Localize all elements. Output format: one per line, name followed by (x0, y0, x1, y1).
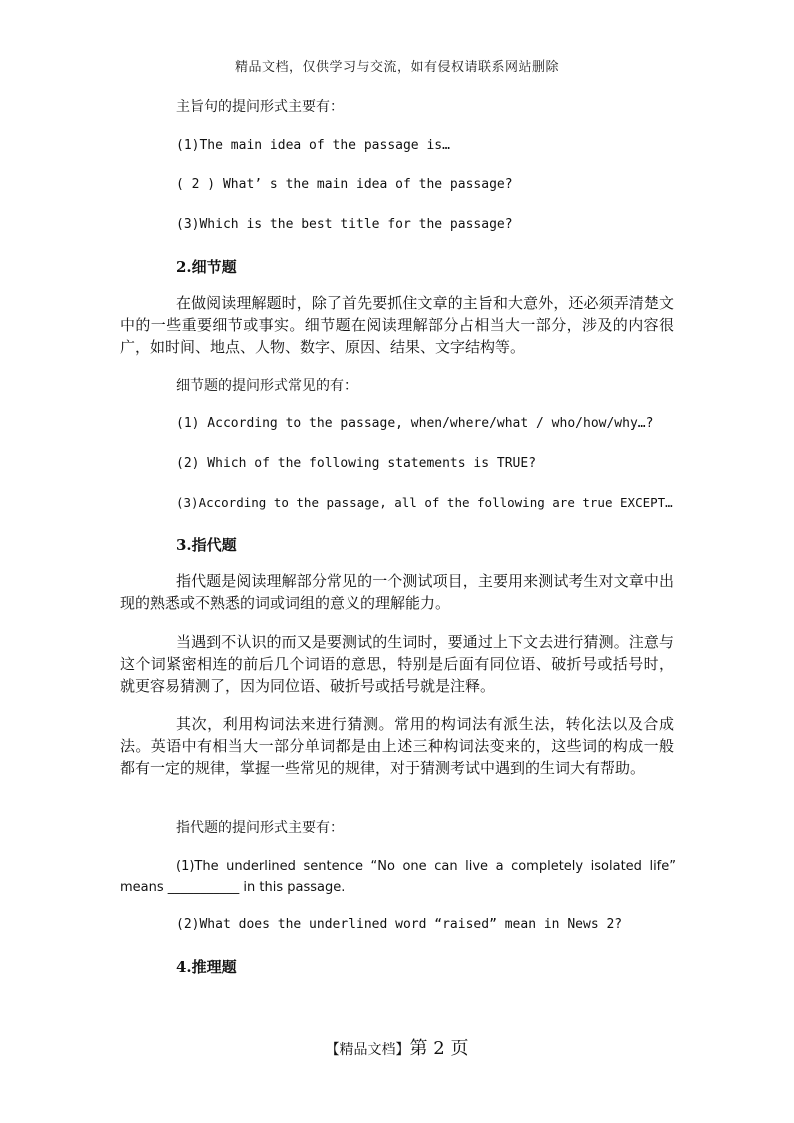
page-header: 精品文档，仅供学习与交流，如有侵权请联系网站删除 (234, 60, 559, 75)
reference-question-2: (2)What does the underlined word “raised” mean in News 2? (176, 917, 623, 932)
page-footer (0, 1034, 794, 1060)
detail-paragraph: 在做阅读理解题时，除了首先要抓住文章的主旨和大意外，还必须弄清楚文中的一些重要细节或事实。细节题在阅读理解部分占相当大一部分，涉及的内容很广，如时间、地点、人物、数字、原因、结果、文字结构等。 (120, 294, 674, 356)
main-idea-question-1: (1)The main idea of the passage is… (176, 138, 450, 153)
main-idea-intro: 主旨句的提问形式主要有： (176, 99, 344, 115)
page-number: 第 2 页 (409, 1038, 469, 1059)
reference-paragraph-1: 指代题是阅读理解部分常见的一个测试项目，主要用来测试考生对文章中出现的熟悉或不熟悉的词或词组的意义的理解能力。 (120, 572, 674, 612)
section-heading-reference: 3.指代题 (176, 536, 237, 554)
reference-paragraph-2: 当遇到不认识的而又是要测试的生词时，要通过上下文去进行猜测。注意与这个词紧密相连的前后几个词语的意思，特别是后面有同位语、破折号或括号时，就更容易猜测了，因为同位语、破折号或括号就是注释。 (120, 633, 674, 695)
detail-question-3: (3)According to the passage, all of the following are true EXCEPT… (176, 495, 673, 510)
section-heading-detail: 2.细节题 (176, 258, 237, 276)
detail-question-2: (2) Which of the following statements is TRUE? (176, 456, 537, 471)
section-heading-inference: 4.推理题 (176, 958, 237, 976)
main-idea-question-3: (3)Which is the best title for the passage? (176, 217, 513, 232)
main-idea-question-2: ( 2 ) What’ s the main idea of the passage? (176, 177, 513, 192)
detail-intro: 细节题的提问形式常见的有： (176, 378, 358, 394)
detail-question-1: (1) According to the passage, when/where/what / who/how/why…? (176, 416, 654, 431)
reference-question-1: (1)The underlined sentence “No one can live a completely isolated life” means ___________ in this passage. (120, 859, 676, 895)
reference-paragraph-3: 其次，利用构词法来进行猜测。常用的构词法有派生法，转化法以及合成法。英语中有相当大一部分单词都是由上述三种构词法变来的，这些词的构成一般都有一定的规律，掌握一些常见的规律，对于猜测考试中遇到的生词大有帮助。 (120, 715, 674, 777)
footer-label: 【精品文档】 (325, 1042, 410, 1058)
reference-intro: 指代题的提问形式主要有： (176, 820, 344, 836)
